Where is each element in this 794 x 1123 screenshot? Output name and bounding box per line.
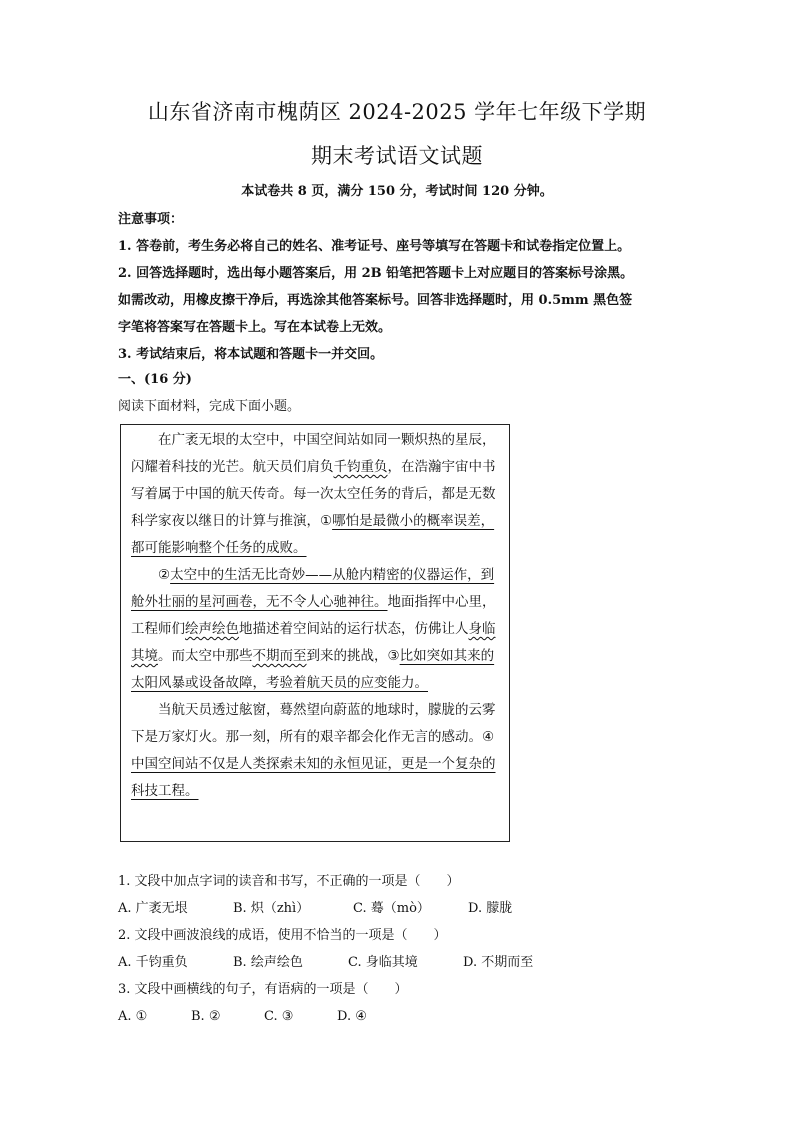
passage-span: 到来的挑战，③ <box>306 648 400 664</box>
notes-section <box>118 206 688 368</box>
option-a: A. 广袤无垠 <box>118 901 188 916</box>
passage-span: 。而太空中那些 <box>158 648 253 664</box>
passage-span: 当航天员透过舷窗，蓦然望向蔚蓝的地球时，朦胧的云雾下是万家灯火。那一刻，所有的艰辛都会化作无言的感动。④ <box>131 702 496 745</box>
option-d: D. ④ <box>337 1009 367 1024</box>
passage-span: ，在浩瀚宇宙中书写着属于中国的航天传奇。每一次太空任务的背后，都是无数科学家夜以继日的计算与推演，① <box>131 459 496 529</box>
notes-item: 如需改动，用橡皮擦干净后，再选涂其他答案标号。回答非选择题时，用 0.5mm 黑色签 <box>118 293 633 308</box>
notes-item: 3. 考试结束后，将本试题和答题卡一并交回。 <box>118 347 384 362</box>
passage-span: 在广袤无垠的太空中，中国空间站如同一颗炽热的星辰，闪耀着科技的光芒。航天员们肩负 <box>131 432 496 475</box>
passage-span: 地描述着空间站的运行状态，仿佛让人 <box>239 621 469 637</box>
option-b: B. 绘声绘色 <box>233 955 303 970</box>
questions-section <box>118 868 678 1030</box>
question-options <box>118 1003 678 1030</box>
passage-span: 地面指挥中心里，工程师们 <box>131 594 496 637</box>
wavy-idiom: 千钧重负 <box>333 459 388 475</box>
section-heading: 一、(16 分) <box>118 372 192 387</box>
option-b: B. ② <box>191 1009 221 1024</box>
notes-item: 2. 回答选择题时，选出每小题答案后，用 2B 铅笔把答题卡上对应题目的答案标号涂黑。 <box>118 266 634 281</box>
question-options <box>118 895 678 922</box>
exam-subtitle: 本试卷共 8 页，满分 150 分，考试时间 120 分钟。 <box>241 184 553 199</box>
option-d: D. 不期而至 <box>463 955 534 970</box>
option-d: D. 朦胧 <box>468 901 513 916</box>
option-c: C. 蓦（mò） <box>353 901 430 916</box>
option-c: C. 身临其境 <box>348 955 418 970</box>
wavy-idiom: 身临其境 <box>131 621 496 664</box>
passage-text <box>131 427 503 805</box>
question-stem: 2. 文段中画波浪线的成语，使用不恰当的一项是（ ） <box>118 928 447 943</box>
passage-paragraph <box>131 697 503 805</box>
passage-box <box>120 424 510 842</box>
underlined-sentence: 太空中的生活无比奇妙——从舱内精密的仪器运作，到舱外壮丽的星河画卷，无不令人心驰神往。 <box>131 567 495 610</box>
question-options <box>118 949 678 976</box>
option-b: B. 炽（zhì） <box>233 901 310 916</box>
exam-title-line1: 山东省济南市槐荫区 2024-2025 学年七年级下学期 <box>147 100 647 124</box>
notes-item: 1. 答卷前，考生务必将自己的姓名、准考证号、座号等填写在答题卡和试卷指定位置上。 <box>118 239 631 254</box>
notes-item: 字笔将答案写在答题卡上。写在本试卷上无效。 <box>118 320 392 335</box>
underlined-sentence: 中国空间站不仅是人类探索未知的永恒见证，更是一个复杂的科技工程。 <box>131 756 496 799</box>
passage-paragraph <box>131 427 503 562</box>
underlined-sentence: 比如突如其来的太阳风暴或设备故障，考验着航天员的应变能力。 <box>131 648 495 691</box>
question-stem: 1. 文段中加点字词的读音和书写，不正确的一项是（ ） <box>118 874 460 889</box>
option-a: A. ① <box>118 1009 148 1024</box>
passage-span: ② <box>158 567 171 583</box>
wavy-idiom: 绘声绘色 <box>185 621 239 637</box>
wavy-idiom: 不期而至 <box>252 648 307 664</box>
option-a: A. 千钧重负 <box>118 955 188 970</box>
section-instruction: 阅读下面材料，完成下面小题。 <box>118 399 301 414</box>
exam-title-line2: 期末考试语文试题 <box>311 144 483 168</box>
question-stem: 3. 文段中画横线的句子，有语病的一项是（ ） <box>118 982 408 997</box>
underlined-sentence: 哪怕是最微小的概率误差，都可能影响整个任务的成败。 <box>131 513 495 556</box>
passage-paragraph <box>131 562 503 697</box>
option-c: C. ③ <box>264 1009 294 1024</box>
notes-heading: 注意事项： <box>118 212 184 227</box>
